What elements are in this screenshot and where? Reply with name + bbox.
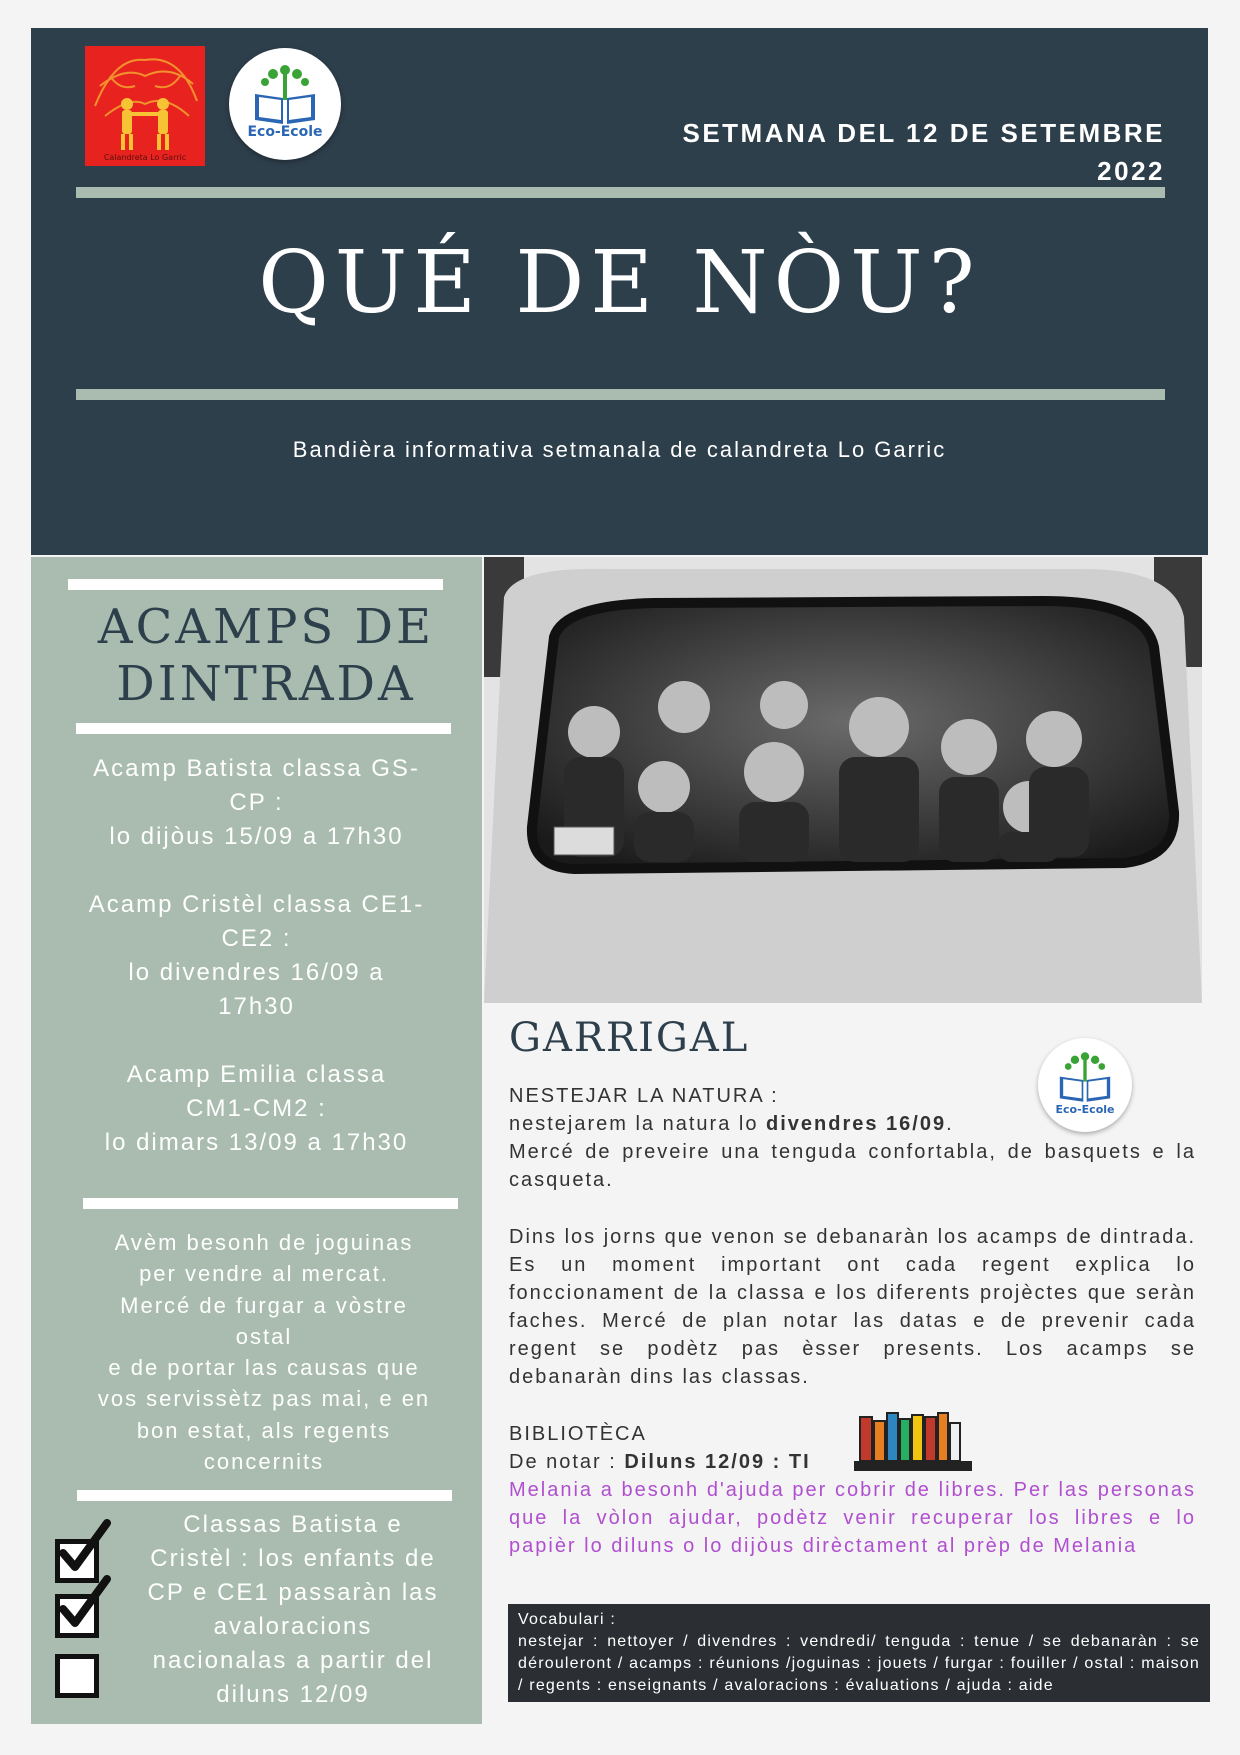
toys-line: concernits <box>203 1449 325 1475</box>
meetings-title-line-1: ACAMPS DE <box>97 599 435 655</box>
left-divider-1 <box>68 579 443 590</box>
meeting-line: lo dimars 13/09 a 17h30 <box>104 1129 409 1156</box>
nature-date: divendres 16/09 <box>766 1113 947 1135</box>
eco-ecole-logo <box>229 48 341 160</box>
week-line-1: SETMANA DEL 12 DE SETEMBRE <box>682 118 1165 148</box>
toys-line: ostal <box>235 1323 293 1349</box>
left-divider-2 <box>76 723 451 734</box>
meeting-line: lo dijòus 15/09 a 17h30 <box>109 823 404 850</box>
header-banner <box>31 28 1208 555</box>
eco-ecole-label: Eco-Ecole <box>247 124 323 140</box>
toys-notice <box>75 1227 453 1477</box>
meetings-title <box>66 599 466 713</box>
toys-line: Mercé de furgar a vòstre <box>120 1292 408 1318</box>
library-heading: BIBLIOTÈCA <box>509 1423 647 1445</box>
toys-line: e de portar las causas que <box>108 1355 420 1381</box>
toys-line: vos servissètz pas mai, e en <box>97 1386 431 1412</box>
meeting-line: Acamp Emilia classa <box>126 1061 387 1088</box>
toys-line: bon estat, als regents <box>136 1417 392 1443</box>
meetings-list <box>36 752 477 1194</box>
eval-line: Classas Batista e <box>183 1511 403 1538</box>
vocabulary-heading: Vocabulari : <box>518 1611 617 1628</box>
nature-suffix: . <box>946 1113 954 1135</box>
nature-prefix: nestejarem la natura lo <box>509 1113 767 1135</box>
toys-line: Avèm besonh de joguinas <box>114 1230 414 1255</box>
nature-heading: NESTEJAR LA NATURA : <box>509 1085 779 1107</box>
week-date <box>605 114 1165 190</box>
meeting-item <box>36 752 477 854</box>
meeting-line: Acamp Cristèl classa CE1- <box>88 891 425 918</box>
meeting-line: CE2 : <box>221 925 292 952</box>
meeting-line: 17h30 <box>218 993 295 1020</box>
left-divider-3 <box>83 1198 458 1209</box>
header-divider-bottom <box>76 389 1165 400</box>
library-prefix: De notar : <box>509 1451 625 1473</box>
meetings-paragraph: Dins los jorns que venon se debanaràn los acamps de dintrada. Es un moment important ont cada regent explica lo fonccionament de la classa e los diferents projèctes que seràn faches. Mercé de plan notar las datas e de prevenir cada regent se podètz pas èsser presents. Los acamps se debanaràn dins las classas. <box>509 1226 1196 1388</box>
toys-line: per vendre al mercat. <box>139 1261 389 1287</box>
meeting-item <box>36 888 477 1024</box>
vocabulary-box <box>508 1604 1210 1702</box>
eval-line: avaloracions <box>213 1613 373 1640</box>
meeting-item <box>36 1058 477 1160</box>
left-divider-4 <box>77 1490 452 1501</box>
calandreta-logo <box>85 46 205 166</box>
book-tree-icon <box>229 48 341 160</box>
left-sidebar <box>31 557 482 1724</box>
week-line-2: 2022 <box>1097 156 1165 186</box>
page-title: QUÉ DE NÒU? <box>258 233 981 333</box>
meeting-line: CP : <box>229 789 284 816</box>
library-request: Melania a besonh d'ajuda per cobrir de libres. Per las personas que la vòlon ajudar, podètz venir recuperar los libres e lo papièr lo diluns o lo dijòus dirèctament al prèp de Melania <box>509 1479 1196 1557</box>
books-shelf-icon <box>852 1407 974 1473</box>
vocabulary-text: nestejar : nettoyer / divendres : vendredi/ tenguda : tenue / se debanaràn : se dérouleront / acamps : réunions /joguinas : jouets / furgar : fouiller / ostal : maison / regents : enseignants / avaloracions : évaluations / ajuda : aide <box>518 1633 1200 1694</box>
eval-line: diluns 12/09 <box>216 1681 370 1708</box>
nature-line <box>509 1110 1196 1138</box>
eco-ecole-small-label: Eco-Ecole <box>1055 1103 1115 1116</box>
evaluations-notice <box>117 1508 469 1712</box>
meetings-title-line-2: DINTRADA <box>116 656 416 712</box>
tree-children-icon <box>85 46 205 166</box>
eval-line: nacionalas a partir del <box>152 1647 434 1674</box>
nature-section <box>509 1082 1196 1194</box>
garrigal-title: GARRIGAL <box>509 1015 750 1061</box>
photo-illustration <box>484 557 1202 1003</box>
checkmarks-icon <box>55 1517 115 1637</box>
meeting-line: CM1-CM2 : <box>186 1095 327 1122</box>
library-date: Diluns 12/09 : TI <box>624 1451 811 1473</box>
eval-line: CP e CE1 passaràn las <box>147 1579 439 1606</box>
meeting-line: Acamp Batista classa GS- <box>93 755 420 782</box>
eval-line: Cristèl : los enfants de <box>150 1545 436 1572</box>
children-car-photo <box>484 557 1202 1003</box>
calandreta-logo-text: Calandreta Lo Garric <box>103 153 187 162</box>
page-subtitle: Bandièra informativa setmanala de calandreta Lo Garric <box>292 437 947 462</box>
meeting-line: lo divendres 16/09 a <box>128 959 385 986</box>
header-divider-top <box>76 187 1165 198</box>
checkbox-empty-icon <box>55 1654 99 1698</box>
nature-clothing: Mercé de preveire una tenguda confortabla, de basquets e la casqueta. <box>509 1141 1196 1191</box>
